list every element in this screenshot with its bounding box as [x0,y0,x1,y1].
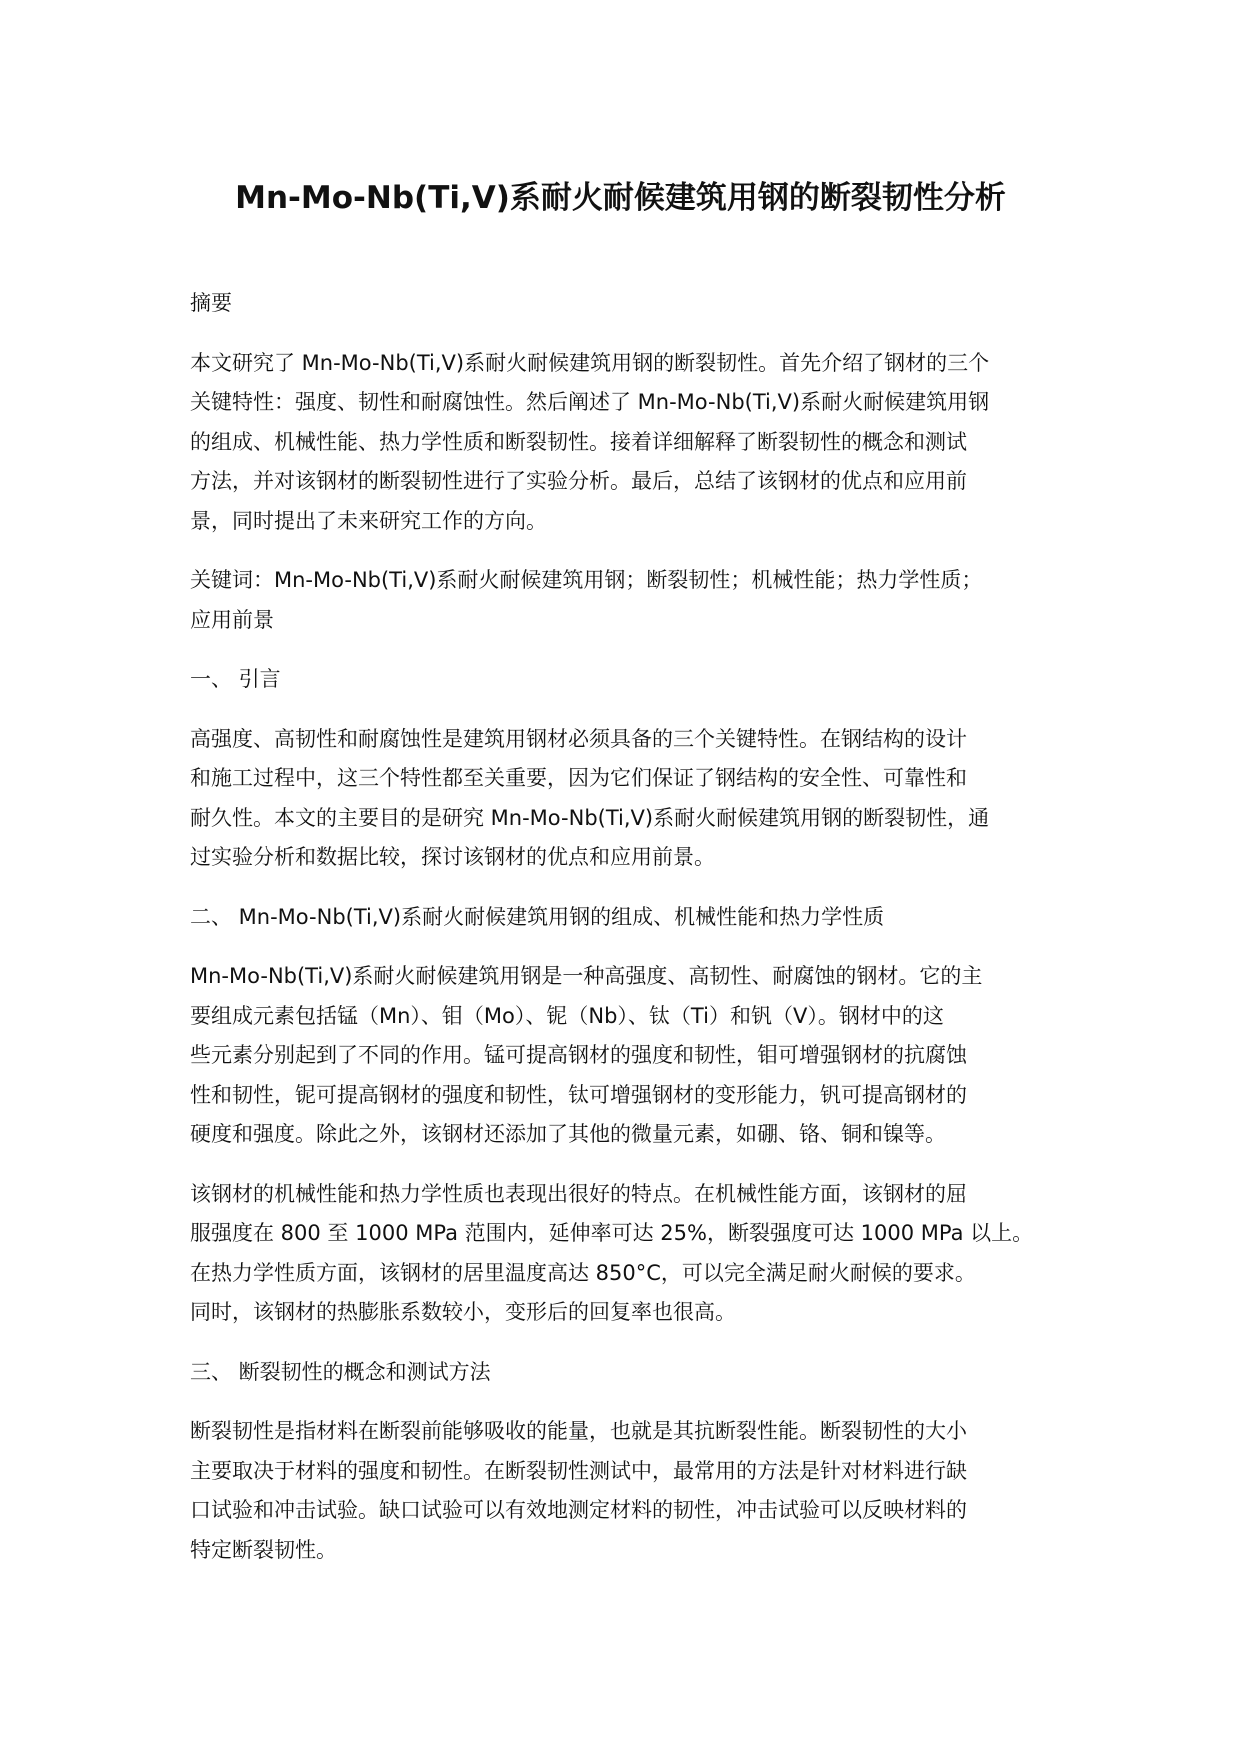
section-2-heading [190,898,1070,938]
section-3-paragraph [190,1412,1070,1570]
section-2-line: 在热力学性质方面，该钢材的居里温度高达 850°C，可以完全满足耐火耐候的要求。 [190,1260,976,1285]
document-body [190,284,1070,1590]
keywords-paragraph [190,561,1070,640]
section-2-line: 服强度在 800 至 1000 MPa 范围内，延伸率可达 25%，断裂强度可达 1000 MPa 以上。 [190,1221,1034,1245]
abstract-paragraph [190,344,1070,542]
section-2-line: 该钢材的机械性能和热力学性质也表现出很好的特点。在机械性能方面，该钢材的屈 [190,1181,967,1206]
section-1-line: 和施工过程中，这三个特性都至关重要，因为它们保证了钢结构的安全性、可靠性和 [190,766,967,790]
section-2-line: 同时，该钢材的热膨胀系数较小，变形后的回复率也很高。 [190,1300,736,1324]
section-2-paragraph-2 [190,1175,1070,1333]
abstract-line: 方法，并对该钢材的断裂韧性进行了实验分析。最后，总结了该钢材的优点和应用前 [190,469,967,493]
section-2-line: 要组成元素包括锰（Mn）、钼（Mo）、铌（Nb）、钛（Ti）和钒（V）。钢材中的这 [190,1003,944,1028]
section-3-heading [190,1353,1070,1393]
section-heading-text: 二、 Mn-Mo-Nb(Ti,V)系耐火耐候建筑用钢的组成、机械性能和热力学性质 [190,904,885,929]
section-3-line: 口试验和冲击试验。缺口试验可以有效地测定材料的韧性，冲击试验可以反映材料的 [190,1498,967,1522]
abstract-heading-text: 摘要 [190,291,232,315]
abstract-line: 关键特性：强度、韧性和耐腐蚀性。然后阐述了 Mn-Mo-Nb(Ti,V)系耐火耐候建筑用钢 [190,390,990,414]
abstract-line: 的组成、机械性能、热力学性质和断裂韧性。接着详细解释了断裂韧性的概念和测试 [190,429,967,454]
section-1-line: 过实验分析和数据比较，探讨该钢材的优点和应用前景。 [190,845,715,869]
section-1-heading [190,660,1070,700]
keywords-line: 关键词：Mn-Mo-Nb(Ti,V)系耐火耐候建筑用钢；断裂韧性；机械性能；热力学性质； [190,568,983,592]
section-3-line: 断裂韧性是指材料在断裂前能够吸收的能量，也就是其抗断裂性能。断裂韧性的大小 [190,1419,967,1443]
section-heading-text: 一、 引言 [190,667,281,691]
section-2-paragraph-1 [190,957,1070,1155]
section-1-line: 耐久性。本文的主要目的是研究 Mn-Mo-Nb(Ti,V)系耐火耐候建筑用钢的断裂韧性，通 [190,805,990,830]
section-3-line: 特定断裂韧性。 [190,1537,337,1562]
section-3-line: 主要取决于材料的强度和韧性。在断裂韧性测试中，最常用的方法是针对材料进行缺 [190,1458,967,1483]
abstract-line: 本文研究了 Mn-Mo-Nb(Ti,V)系耐火耐候建筑用钢的断裂韧性。首先介绍了钢材的三个 [190,350,990,375]
section-2-line: 性和韧性，铌可提高钢材的强度和韧性，钛可增强钢材的变形能力，钒可提高钢材的 [190,1082,967,1107]
section-2-line: 些元素分别起到了不同的作用。锰可提高钢材的强度和韧性，钼可增强钢材的抗腐蚀 [190,1043,967,1067]
document-title: Mn-Mo-Nb(Ti,V)系耐火耐候建筑用钢的断裂韧性分析 [235,180,1006,216]
abstract-line: 景，同时提出了未来研究工作的方向。 [190,508,547,533]
section-heading-text: 三、 断裂韧性的概念和测试方法 [190,1359,491,1384]
section-1-paragraph [190,720,1070,878]
section-2-line: Mn-Mo-Nb(Ti,V)系耐火耐候建筑用钢是一种高强度、高韧性、耐腐蚀的钢材。它的主 [190,964,983,988]
keywords-line: 应用前景 [190,607,274,632]
section-1-line: 高强度、高韧性和耐腐蚀性是建筑用钢材必须具备的三个关键特性。在钢结构的设计 [190,726,967,751]
section-2-line: 硬度和强度。除此之外，该钢材还添加了其他的微量元素，如硼、铬、铜和镍等。 [190,1122,946,1146]
abstract-heading [190,284,1070,324]
